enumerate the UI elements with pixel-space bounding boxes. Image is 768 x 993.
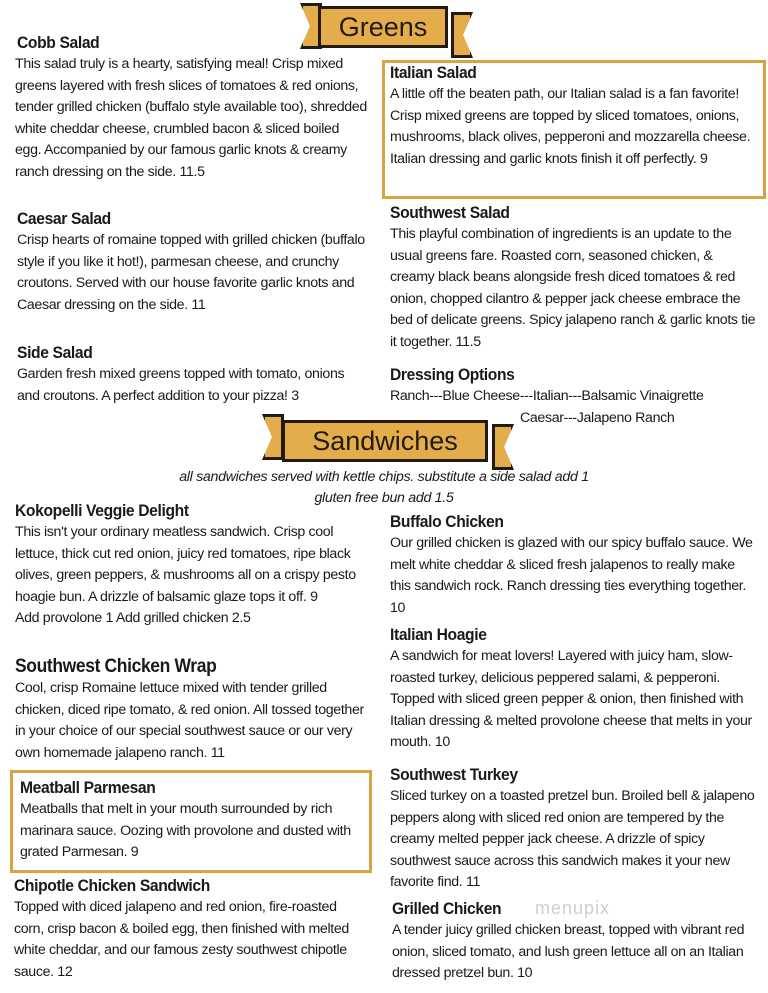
item-title: Caesar Salad <box>17 209 111 228</box>
menu-item-kokopelli <box>15 500 365 630</box>
item-title: Side Salad <box>17 343 93 362</box>
greens-heading: Greens <box>318 6 448 48</box>
item-description: Garden fresh mixed greens topped with tomato, onions and croutons. A perfect addition to your pizza! 3 <box>17 366 345 404</box>
item-description: Topped with diced jalapeno and red onion, fire-roasted corn, crisp bacon & boiled egg, then finished with melted white cheddar, and our famous zesty southwest chipotle sauce. 12 <box>14 899 349 980</box>
item-title: Southwest Chicken Wrap <box>15 656 217 677</box>
item-description: Meatballs that melt in your mouth surrounded by rich marinara sauce. Oozing with provolone and dusted with grated Parmesan. 9 <box>20 801 351 861</box>
item-description: Crisp hearts of romaine topped with grilled chicken (buffalo style if you like it hot!), parmesan cheese, and crunchy croutons. Served with our house favorite garlic knots and Caesar dressing on the side. 11 <box>17 232 365 313</box>
item-title: Buffalo Chicken <box>390 512 504 531</box>
item-title: Italian Salad <box>390 63 477 82</box>
dressing-line-1: Ranch---Blue Cheese---Italian---Balsamic Vinaigrette <box>390 388 704 404</box>
ribbon-left <box>262 414 284 460</box>
item-description: Sliced turkey on a toasted pretzel bun. Broiled bell & jalapeno peppers along with sliced red onion are tempered by the creamy melted pepper jack cheese. A drizzle of spicy southwest sauce across this sandwich makes it your new favorite find. 11 <box>390 788 755 891</box>
menu-item-cobb-salad <box>17 32 367 184</box>
item-description: Our grilled chicken is glazed with our spicy buffalo sauce. We melt white cheddar & sliced fresh jalapenos to really make this sandwich rock. Ranch dressing ties everything together. 10 <box>390 535 753 616</box>
item-description: Cool, crisp Romaine lettuce mixed with tender grilled chicken, diced ripe tomato, & red onion. All tossed together in your choice of our special southwest sauce or our very own homemade jalapeno ranch. 11 <box>15 680 364 761</box>
sandwiches-heading: Sandwiches <box>282 420 488 462</box>
dressing-title: Dressing Options <box>390 365 515 384</box>
sandwich-note-gluten: gluten free bun add 1.5 <box>314 490 454 506</box>
item-description: This playful combination of ingredients is an update to the usual greens fare. Roasted corn, seasoned chicken, & creamy black beans alongside fresh diced tomatoes & red onion, chopped cilantro & pepper jack cheese embrace the bed of delicate greens. Spicy jalapeno ranch & garlic knots tie it together. 11.5 <box>390 226 756 350</box>
item-description: A little off the beaten path, our Italian salad is a fan favorite! Crisp mixed greens are topped by sliced tomatoes, onions, mushrooms, black olives, pepperoni and mozzarella cheese. Italian dressing and garlic knots finish it off perfectly. 9 <box>390 86 751 167</box>
item-description: This isn't your ordinary meatless sandwich. Crisp cool lettuce, thick cut red onion, juicy red tomatoes, ripe black olives, green peppers, & mushrooms all on a crispy pesto hoagie bun. A drizzle of balsamic glaze tops it off. 9 <box>15 524 356 605</box>
ribbon-right <box>451 12 473 58</box>
item-description: A sandwich for meat lovers! Layered with juicy ham, slow-roasted turkey, delicious peppered salami, & pepperoni. Topped with sliced green pepper & onion, then finished with Italian dressing & melted provolone cheese that melts in your mouth. 10 <box>390 648 752 751</box>
menu-item-buffalo-chicken <box>390 511 755 619</box>
item-description: This salad truly is a hearty, satisfying meal! Crisp mixed greens layered with fresh slices of tomatoes & red onions, tender grilled chicken (buffalo style available too), shredded white cheddar cheese, crumbled bacon & sliced boiled egg. Accompanied by our famous garlic knots & creamy ranch dressing on the side. 11.5 <box>15 56 367 180</box>
item-title: Southwest Turkey <box>390 765 518 784</box>
menu-item-italian-hoagie <box>390 624 760 754</box>
item-title: Kokopelli Veggie Delight <box>15 501 189 520</box>
menu-item-southwest-chicken-wrap <box>15 656 370 764</box>
item-addons: Add provolone 1 Add grilled chicken 2.5 <box>15 610 251 627</box>
item-title: Italian Hoagie <box>390 625 487 644</box>
ribbon-right <box>492 424 514 470</box>
menu-item-italian-salad <box>390 62 755 170</box>
item-title: Grilled Chicken <box>392 899 502 918</box>
sandwich-note: all sandwiches served with kettle chips. substitute a side salad add 1 <box>179 469 589 485</box>
menu-item-caesar-salad <box>17 208 367 316</box>
item-title: Chipotle Chicken Sandwich <box>14 876 210 895</box>
menu-item-southwest-salad <box>390 202 758 354</box>
watermark: menupix <box>535 898 611 918</box>
item-title: Meatball Parmesan <box>20 778 156 797</box>
item-description: A tender juicy grilled chicken breast, topped with vibrant red onion, sliced tomato, and lush green lettuce all on an Italian dressed pretzel bun. 10 <box>392 922 745 982</box>
menu-item-side-salad <box>17 342 357 407</box>
menu-item-meatball-parmesan <box>20 777 360 864</box>
item-title: Cobb Salad <box>17 33 100 52</box>
dressing-line-2: Caesar---Jalapeno Ranch <box>520 409 675 426</box>
item-title: Southwest Salad <box>390 203 510 222</box>
menu-item-southwest-turkey <box>390 764 760 894</box>
menu-item-chipotle-chicken <box>14 875 369 983</box>
